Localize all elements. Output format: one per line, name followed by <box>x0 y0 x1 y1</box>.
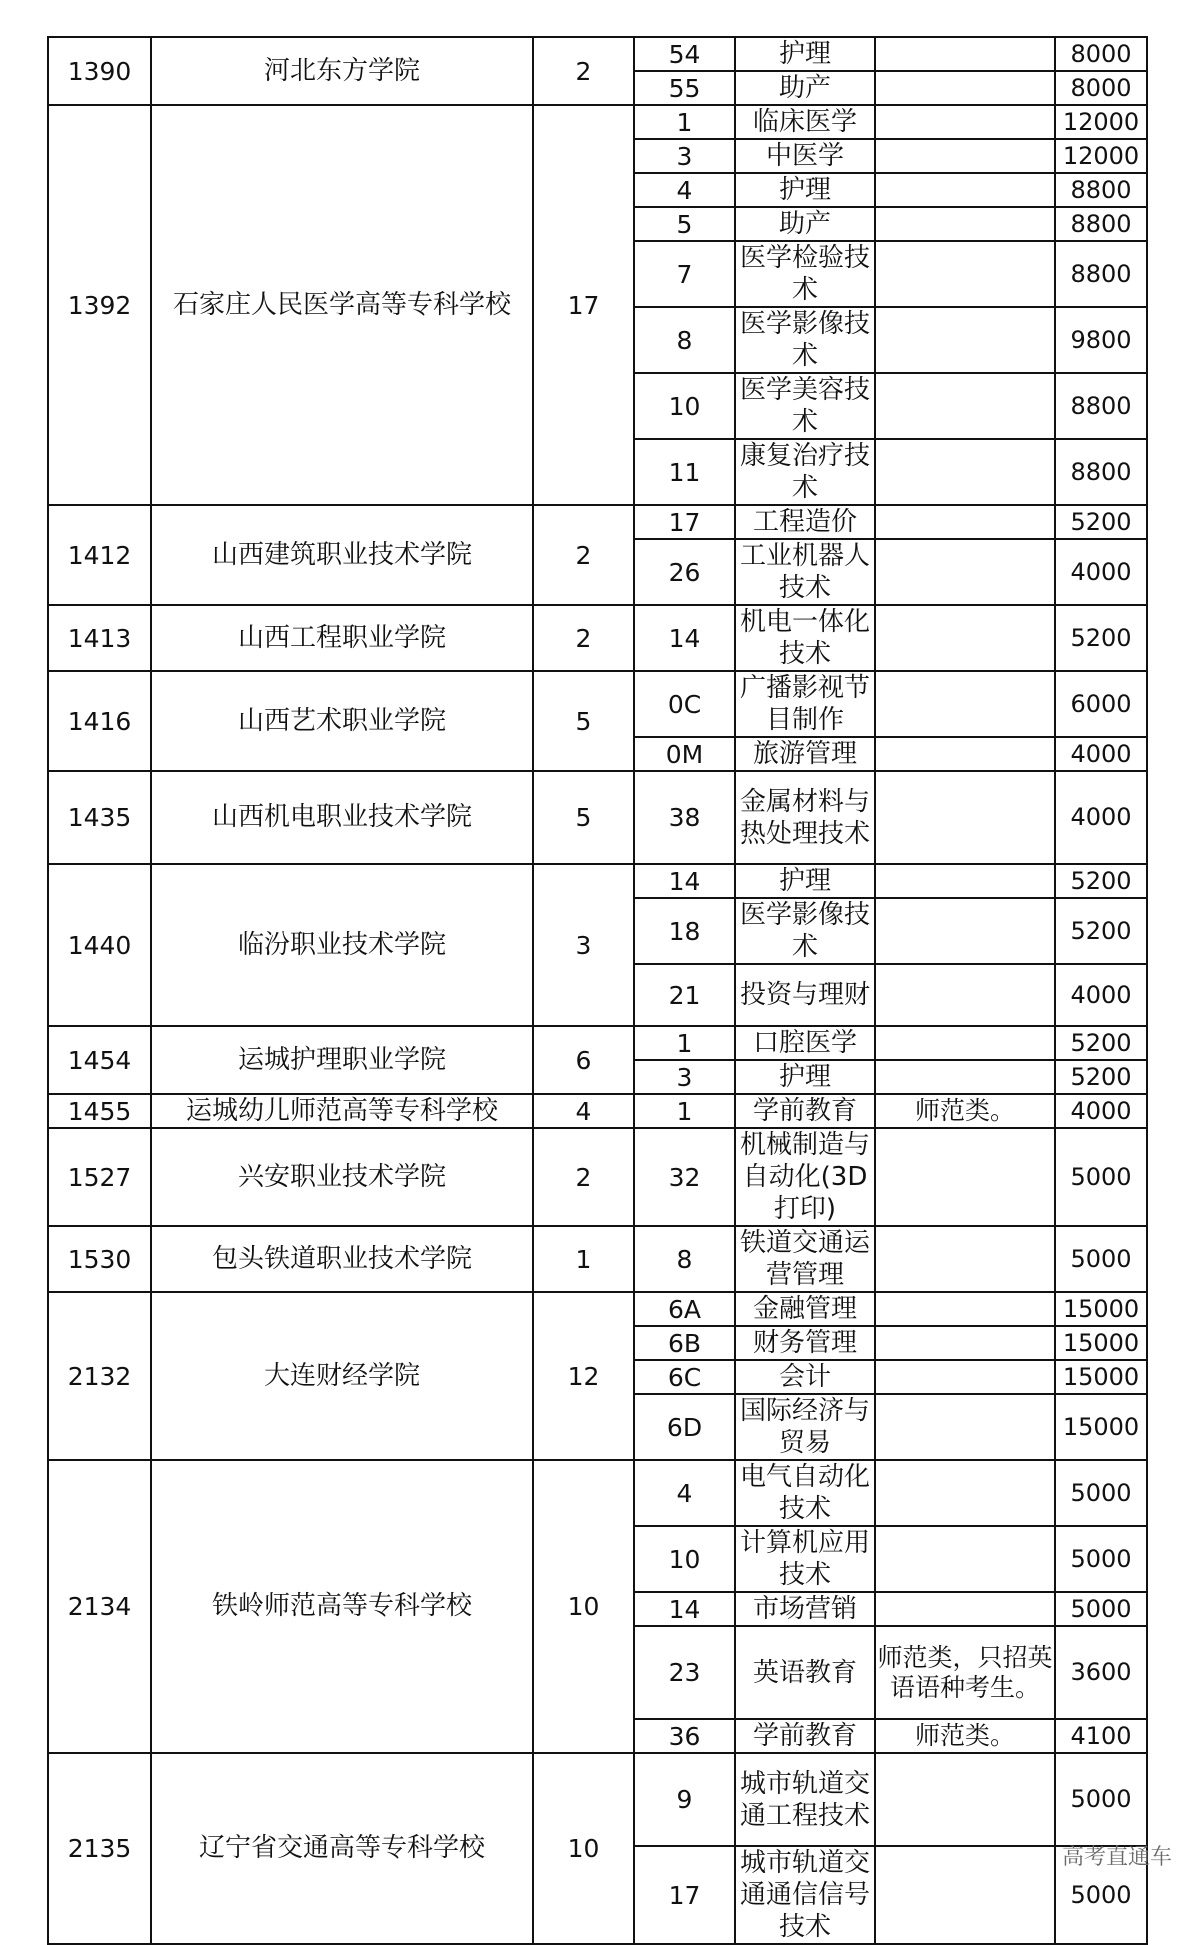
plan-count-cell: 10 <box>533 1753 634 1944</box>
tuition-fee-cell: 4100 <box>1055 1719 1147 1753</box>
major-code-cell: 18 <box>634 898 735 964</box>
plan-count-cell: 1 <box>533 1226 634 1292</box>
major-code-cell: 26 <box>634 539 735 605</box>
tuition-fee-cell: 6000 <box>1055 671 1147 737</box>
tuition-fee-cell: 8800 <box>1055 373 1147 439</box>
plan-count-cell: 3 <box>533 864 634 1026</box>
major-note-cell <box>875 1226 1055 1292</box>
major-name-cell: 英语教育 <box>735 1626 875 1719</box>
tuition-fee-cell: 5000 <box>1055 1846 1147 1944</box>
major-code-cell: 6C <box>634 1360 735 1394</box>
major-name-cell: 工程造价 <box>735 505 875 539</box>
major-name-cell: 医学影像技术 <box>735 898 875 964</box>
admission-table <box>47 36 1148 1945</box>
major-name-cell: 临床医学 <box>735 105 875 139</box>
major-note-cell <box>875 1326 1055 1360</box>
tuition-fee-cell: 4000 <box>1055 737 1147 771</box>
school-code-cell: 1454 <box>48 1026 151 1094</box>
school-code-cell: 1392 <box>48 105 151 505</box>
table-row <box>48 1753 1147 1846</box>
major-code-cell: 7 <box>634 241 735 307</box>
major-name-cell: 中医学 <box>735 139 875 173</box>
major-note-cell <box>875 671 1055 737</box>
major-note-cell <box>875 373 1055 439</box>
major-note-cell <box>875 71 1055 105</box>
tuition-fee-cell: 8800 <box>1055 173 1147 207</box>
major-note-cell <box>875 505 1055 539</box>
table-row <box>48 1026 1147 1060</box>
school-code-cell: 1440 <box>48 864 151 1026</box>
table-row <box>48 37 1147 71</box>
major-name-cell: 护理 <box>735 173 875 207</box>
major-name-cell: 助产 <box>735 71 875 105</box>
major-note-cell <box>875 105 1055 139</box>
major-name-cell: 医学美容技术 <box>735 373 875 439</box>
major-code-cell: 9 <box>634 1753 735 1846</box>
plan-count-cell: 10 <box>533 1460 634 1753</box>
tuition-fee-cell: 15000 <box>1055 1326 1147 1360</box>
major-code-cell: 1 <box>634 1026 735 1060</box>
plan-count-cell: 12 <box>533 1292 634 1460</box>
major-name-cell: 计算机应用技术 <box>735 1526 875 1592</box>
school-name-cell: 运城幼儿师范高等专科学校 <box>151 1094 533 1128</box>
major-name-cell: 城市轨道交通工程技术 <box>735 1753 875 1846</box>
tuition-fee-cell: 5200 <box>1055 864 1147 898</box>
major-code-cell: 55 <box>634 71 735 105</box>
tuition-fee-cell: 5000 <box>1055 1592 1147 1626</box>
major-note-cell <box>875 1026 1055 1060</box>
school-name-cell: 河北东方学院 <box>151 37 533 105</box>
major-code-cell: 36 <box>634 1719 735 1753</box>
major-note-cell <box>875 1753 1055 1846</box>
table-body <box>48 37 1147 1944</box>
major-name-cell: 金属材料与热处理技术 <box>735 771 875 864</box>
table-row <box>48 1292 1147 1326</box>
tuition-fee-cell: 3600 <box>1055 1626 1147 1719</box>
major-note-cell <box>875 139 1055 173</box>
table-row <box>48 1226 1147 1292</box>
major-code-cell: 4 <box>634 1460 735 1526</box>
major-note-cell <box>875 307 1055 373</box>
major-name-cell: 电气自动化技术 <box>735 1460 875 1526</box>
table-row <box>48 864 1147 898</box>
major-name-cell: 投资与理财 <box>735 964 875 1026</box>
table-row <box>48 1460 1147 1526</box>
tuition-fee-cell: 4000 <box>1055 771 1147 864</box>
school-code-cell: 1412 <box>48 505 151 605</box>
major-code-cell: 21 <box>634 964 735 1026</box>
major-code-cell: 0C <box>634 671 735 737</box>
major-note-cell <box>875 737 1055 771</box>
school-code-cell: 1435 <box>48 771 151 864</box>
school-name-cell: 大连财经学院 <box>151 1292 533 1460</box>
major-code-cell: 6A <box>634 1292 735 1326</box>
school-name-cell: 山西建筑职业技术学院 <box>151 505 533 605</box>
table-row <box>48 771 1147 864</box>
major-name-cell: 康复治疗技术 <box>735 439 875 505</box>
major-code-cell: 23 <box>634 1626 735 1719</box>
major-note-cell <box>875 864 1055 898</box>
tuition-fee-cell: 8800 <box>1055 439 1147 505</box>
plan-count-cell: 17 <box>533 105 634 505</box>
major-code-cell: 3 <box>634 1060 735 1094</box>
major-note-cell <box>875 1394 1055 1460</box>
major-code-cell: 54 <box>634 37 735 71</box>
school-code-cell: 1413 <box>48 605 151 671</box>
tuition-fee-cell: 5000 <box>1055 1128 1147 1226</box>
tuition-fee-cell: 5000 <box>1055 1526 1147 1592</box>
major-code-cell: 14 <box>634 864 735 898</box>
major-note-cell: 师范类，只招英语语种考生。 <box>875 1626 1055 1719</box>
major-code-cell: 10 <box>634 1526 735 1592</box>
tuition-fee-cell: 5000 <box>1055 1753 1147 1846</box>
tuition-fee-cell: 5200 <box>1055 505 1147 539</box>
major-note-cell: 师范类。 <box>875 1094 1055 1128</box>
school-code-cell: 1530 <box>48 1226 151 1292</box>
school-code-cell: 2134 <box>48 1460 151 1753</box>
major-code-cell: 1 <box>634 1094 735 1128</box>
major-note-cell <box>875 539 1055 605</box>
major-code-cell: 4 <box>634 173 735 207</box>
major-code-cell: 17 <box>634 505 735 539</box>
tuition-fee-cell: 15000 <box>1055 1292 1147 1326</box>
major-note-cell <box>875 1846 1055 1944</box>
major-code-cell: 6D <box>634 1394 735 1460</box>
major-code-cell: 17 <box>634 1846 735 1944</box>
school-name-cell: 山西艺术职业学院 <box>151 671 533 771</box>
major-code-cell: 14 <box>634 1592 735 1626</box>
plan-count-cell: 2 <box>533 505 634 605</box>
major-note-cell <box>875 898 1055 964</box>
major-code-cell: 10 <box>634 373 735 439</box>
tuition-fee-cell: 15000 <box>1055 1394 1147 1460</box>
major-name-cell: 市场营销 <box>735 1592 875 1626</box>
watermark: 高考直通车 <box>1061 1845 1172 1870</box>
major-name-cell: 会计 <box>735 1360 875 1394</box>
major-code-cell: 8 <box>634 307 735 373</box>
school-code-cell: 2132 <box>48 1292 151 1460</box>
major-name-cell: 机电一体化技术 <box>735 605 875 671</box>
major-code-cell: 0M <box>634 737 735 771</box>
tuition-fee-cell: 4000 <box>1055 539 1147 605</box>
major-note-cell <box>875 207 1055 241</box>
school-code-cell: 1390 <box>48 37 151 105</box>
major-name-cell: 口腔医学 <box>735 1026 875 1060</box>
major-name-cell: 广播影视节目制作 <box>735 671 875 737</box>
major-note-cell <box>875 1292 1055 1326</box>
major-note-cell <box>875 1360 1055 1394</box>
tuition-fee-cell: 5200 <box>1055 605 1147 671</box>
table-row <box>48 1094 1147 1128</box>
school-code-cell: 1455 <box>48 1094 151 1128</box>
tuition-fee-cell: 12000 <box>1055 105 1147 139</box>
major-name-cell: 铁道交通运营管理 <box>735 1226 875 1292</box>
school-name-cell: 辽宁省交通高等专科学校 <box>151 1753 533 1944</box>
major-code-cell: 8 <box>634 1226 735 1292</box>
tuition-fee-cell: 15000 <box>1055 1360 1147 1394</box>
major-note-cell <box>875 605 1055 671</box>
major-code-cell: 11 <box>634 439 735 505</box>
school-name-cell: 兴安职业技术学院 <box>151 1128 533 1226</box>
plan-count-cell: 2 <box>533 605 634 671</box>
major-code-cell: 3 <box>634 139 735 173</box>
major-name-cell: 学前教育 <box>735 1719 875 1753</box>
major-name-cell: 医学影像技术 <box>735 307 875 373</box>
tuition-fee-cell: 5200 <box>1055 1026 1147 1060</box>
tuition-fee-cell: 5000 <box>1055 1226 1147 1292</box>
plan-count-cell: 5 <box>533 671 634 771</box>
school-name-cell: 山西机电职业技术学院 <box>151 771 533 864</box>
major-name-cell: 医学检验技术 <box>735 241 875 307</box>
major-note-cell <box>875 1592 1055 1626</box>
tuition-fee-cell: 9800 <box>1055 307 1147 373</box>
tuition-fee-cell: 12000 <box>1055 139 1147 173</box>
plan-count-cell: 2 <box>533 37 634 105</box>
major-name-cell: 金融管理 <box>735 1292 875 1326</box>
major-code-cell: 6B <box>634 1326 735 1360</box>
major-note-cell <box>875 241 1055 307</box>
school-code-cell: 1527 <box>48 1128 151 1226</box>
major-code-cell: 1 <box>634 105 735 139</box>
tuition-fee-cell: 5200 <box>1055 1060 1147 1094</box>
major-code-cell: 38 <box>634 771 735 864</box>
major-name-cell: 城市轨道交通通信信号技术 <box>735 1846 875 1944</box>
school-name-cell: 临汾职业技术学院 <box>151 864 533 1026</box>
plan-count-cell: 4 <box>533 1094 634 1128</box>
tuition-fee-cell: 4000 <box>1055 964 1147 1026</box>
major-note-cell <box>875 771 1055 864</box>
major-note-cell <box>875 1128 1055 1226</box>
major-code-cell: 5 <box>634 207 735 241</box>
major-note-cell <box>875 1060 1055 1094</box>
school-code-cell: 1416 <box>48 671 151 771</box>
major-note-cell: 师范类。 <box>875 1719 1055 1753</box>
major-note-cell <box>875 173 1055 207</box>
tuition-fee-cell: 8800 <box>1055 241 1147 307</box>
major-name-cell: 财务管理 <box>735 1326 875 1360</box>
major-name-cell: 护理 <box>735 1060 875 1094</box>
major-name-cell: 助产 <box>735 207 875 241</box>
school-name-cell: 山西工程职业学院 <box>151 605 533 671</box>
tuition-fee-cell: 5000 <box>1055 1460 1147 1526</box>
major-note-cell <box>875 1460 1055 1526</box>
tuition-fee-cell: 8800 <box>1055 207 1147 241</box>
major-code-cell: 32 <box>634 1128 735 1226</box>
tuition-fee-cell: 8000 <box>1055 71 1147 105</box>
table-row <box>48 1128 1147 1226</box>
major-name-cell: 机械制造与自动化(3D打印) <box>735 1128 875 1226</box>
major-note-cell <box>875 964 1055 1026</box>
major-name-cell: 护理 <box>735 37 875 71</box>
table-row <box>48 105 1147 139</box>
school-code-cell: 2135 <box>48 1753 151 1944</box>
plan-count-cell: 5 <box>533 771 634 864</box>
major-note-cell <box>875 37 1055 71</box>
tuition-fee-cell: 5200 <box>1055 898 1147 964</box>
school-name-cell: 包头铁道职业技术学院 <box>151 1226 533 1292</box>
major-name-cell: 工业机器人技术 <box>735 539 875 605</box>
tuition-fee-cell: 8000 <box>1055 37 1147 71</box>
table-row <box>48 671 1147 737</box>
plan-count-cell: 6 <box>533 1026 634 1094</box>
major-name-cell: 旅游管理 <box>735 737 875 771</box>
tuition-fee-cell: 4000 <box>1055 1094 1147 1128</box>
major-name-cell: 国际经济与贸易 <box>735 1394 875 1460</box>
plan-count-cell: 2 <box>533 1128 634 1226</box>
major-note-cell <box>875 1526 1055 1592</box>
table-row <box>48 605 1147 671</box>
major-code-cell: 14 <box>634 605 735 671</box>
major-name-cell: 学前教育 <box>735 1094 875 1128</box>
school-name-cell: 运城护理职业学院 <box>151 1026 533 1094</box>
major-note-cell <box>875 439 1055 505</box>
school-name-cell: 石家庄人民医学高等专科学校 <box>151 105 533 505</box>
table-row <box>48 505 1147 539</box>
school-name-cell: 铁岭师范高等专科学校 <box>151 1460 533 1753</box>
major-name-cell: 护理 <box>735 864 875 898</box>
